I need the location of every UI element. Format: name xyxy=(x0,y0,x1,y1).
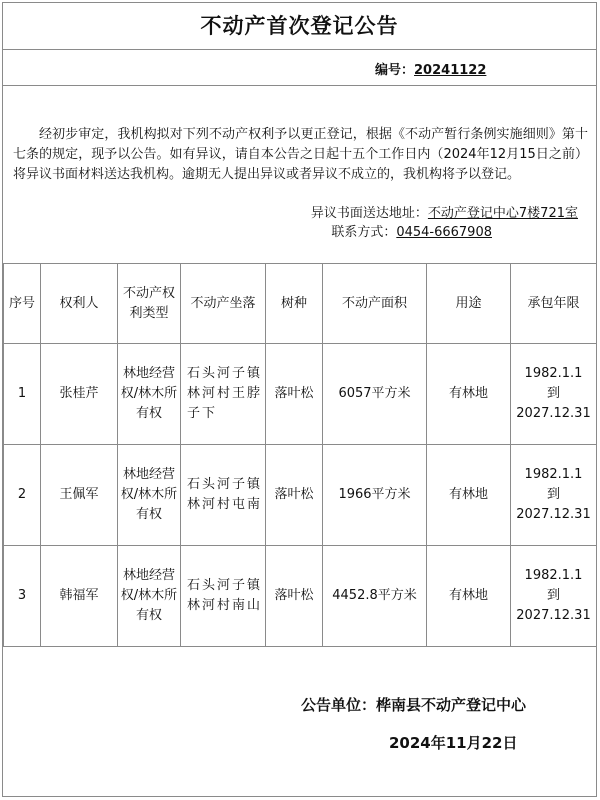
row-number: 2 xyxy=(4,445,41,546)
term-to: 到 xyxy=(546,588,560,603)
right-type: 林地经营权/林木所有权 xyxy=(118,445,181,546)
header-cell: 不动产面积 xyxy=(323,264,427,344)
right-type: 林地经营权/林木所有权 xyxy=(118,546,181,647)
contract-term xyxy=(511,344,597,445)
contract-term xyxy=(511,445,597,546)
address-label: 异议书面送达地址： xyxy=(310,206,428,221)
table-row xyxy=(4,546,597,647)
term-to: 到 xyxy=(546,386,560,401)
header-cell: 用途 xyxy=(427,264,511,344)
notice-body: 经初步审定，我机构拟对下列不动产权利予以更正登记，根据《不动产暂行条例实施细则》第十七条的规定，现予以公告。如有异议，请自本公告之日起十五个工作日内（2024年12月15日之前）将异议书面材料送达我机构。逾期无人提出异议或者异议不成立的，我机构将予以登记。 xyxy=(13,127,588,182)
footer xyxy=(3,678,596,796)
contact-info xyxy=(331,223,492,243)
table-spacer-row xyxy=(4,647,597,682)
tree-species: 落叶松 xyxy=(266,445,323,546)
term-start: 1982.1.1 xyxy=(524,568,583,583)
term-start: 1982.1.1 xyxy=(524,366,583,381)
contact-value: 0454-6667908 xyxy=(396,225,492,240)
row-number: 3 xyxy=(4,546,41,647)
usage: 有林地 xyxy=(427,546,511,647)
area: 1966平方米 xyxy=(323,445,427,546)
right-holder: 王佩军 xyxy=(41,445,118,546)
location: 石头河子镇林河村王脖子下 xyxy=(181,344,266,445)
property-table xyxy=(3,263,597,682)
term-to: 到 xyxy=(546,487,560,502)
unit-label: 公告单位： xyxy=(301,696,377,714)
number-value: 20241122 xyxy=(414,63,487,78)
objection-address xyxy=(311,204,578,224)
unit-value: 桦南县不动产登记中心 xyxy=(376,696,527,714)
issuing-unit xyxy=(301,694,526,715)
right-holder: 张桂芹 xyxy=(41,344,118,445)
notice-number xyxy=(375,59,486,78)
tree-species: 落叶松 xyxy=(266,344,323,445)
header-cell: 树种 xyxy=(266,264,323,344)
term-end: 2027.12.31 xyxy=(516,507,591,522)
header-cell: 承包年限 xyxy=(511,264,597,344)
usage: 有林地 xyxy=(427,344,511,445)
number-label: 编号： xyxy=(375,63,415,78)
term-end: 2027.12.31 xyxy=(516,608,591,623)
notice-section xyxy=(3,85,596,264)
row-number: 1 xyxy=(4,344,41,445)
notice-page xyxy=(2,2,597,797)
table-row xyxy=(4,445,597,546)
right-type: 林地经营权/林木所有权 xyxy=(118,344,181,445)
number-row xyxy=(3,49,596,86)
address-value: 不动产登记中心7楼721室 xyxy=(427,206,578,221)
table-header-row xyxy=(4,264,597,344)
area: 4452.8平方米 xyxy=(323,546,427,647)
table-row xyxy=(4,344,597,445)
page-title: 不动产首次登记公告 xyxy=(3,3,596,50)
location: 石头河子镇林河村屯南 xyxy=(181,445,266,546)
contact-label: 联系方式： xyxy=(331,225,397,240)
contract-term xyxy=(511,546,597,647)
tree-species: 落叶松 xyxy=(266,546,323,647)
term-end: 2027.12.31 xyxy=(516,406,591,421)
header-cell: 不动产权利类型 xyxy=(118,264,181,344)
right-holder: 韩福军 xyxy=(41,546,118,647)
spacer-cell xyxy=(4,647,597,682)
header-cell: 权利人 xyxy=(41,264,118,344)
usage: 有林地 xyxy=(427,445,511,546)
header-cell: 不动产坐落 xyxy=(181,264,266,344)
area: 6057平方米 xyxy=(323,344,427,445)
location: 石头河子镇林河村南山 xyxy=(181,546,266,647)
header-cell: 序号 xyxy=(4,264,41,344)
term-start: 1982.1.1 xyxy=(524,467,583,482)
notice-date: 2024年11月22日 xyxy=(389,734,518,752)
